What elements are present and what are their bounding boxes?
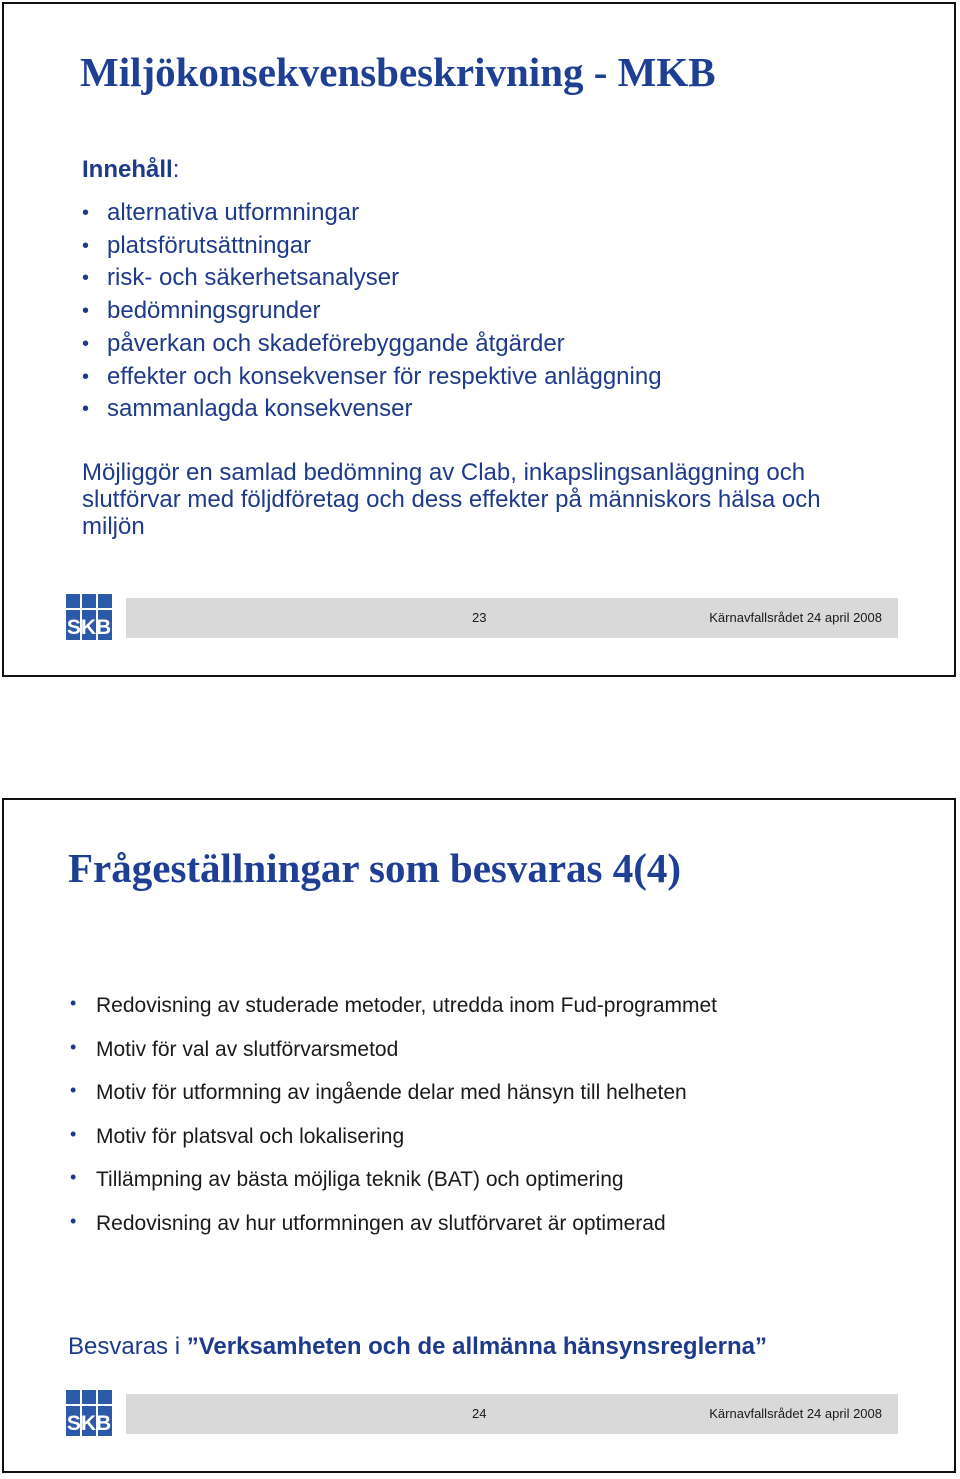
answer-prefix: Besvaras i <box>68 1333 187 1360</box>
list-item: • Redovisning av studerade metoder, utredda inom Fud-programmet <box>68 984 717 1028</box>
slide-title: Frågeställningar som besvaras 4(4) <box>68 845 682 891</box>
slide-24 <box>2 798 956 1473</box>
list-item: • alternativa utformningar <box>82 197 662 230</box>
slide-title: Miljökonsekvensbeskrivning - MKB <box>80 49 716 95</box>
answer-emphasis: Verksamheten och de allmänna hänsynsreglerna <box>198 1333 755 1360</box>
list-item: • Redovisning av hur utformningen av slutförvaret är optimerad <box>68 1202 717 1246</box>
skb-logo <box>66 594 114 640</box>
slide-footer <box>66 594 898 641</box>
svg-text:SKB: SKB <box>66 616 112 639</box>
list-item: • Motiv för val av slutförvarsmetod <box>68 1028 717 1072</box>
list-item: • påverkan och skadeförebyggande åtgärder <box>82 328 662 361</box>
list-item: • sammanlagda konsekvenser <box>82 393 662 426</box>
svg-text:SKB: SKB <box>66 1412 112 1435</box>
list-item: • Motiv för utformning av ingående delar med hänsyn till helheten <box>68 1071 717 1115</box>
list-item: • risk- och säkerhetsanalyser <box>82 262 662 295</box>
contents-list <box>82 197 662 426</box>
list-item: • effekter och konsekvenser för respektive anläggning <box>82 361 662 394</box>
slide-23 <box>2 2 956 677</box>
question-list <box>68 984 717 1246</box>
contents-heading <box>82 156 179 184</box>
list-item: • Motiv för platsval och lokalisering <box>68 1115 717 1159</box>
answer-close-quote: ” <box>754 1333 767 1360</box>
answer-line <box>68 1333 767 1361</box>
page-number: 23 <box>472 610 487 625</box>
footer-date: Kärnavfallsrådet 24 april 2008 <box>709 610 882 625</box>
list-item: • bedömningsgrunder <box>82 295 662 328</box>
slide-footer <box>66 1390 898 1437</box>
footer-date: Kärnavfallsrådet 24 april 2008 <box>709 1406 882 1421</box>
list-item: • Tillämpning av bästa möjliga teknik (BAT) och optimering <box>68 1158 717 1202</box>
contents-heading-label: Innehåll <box>82 156 173 183</box>
contents-heading-colon: : <box>172 156 180 183</box>
summary-paragraph: Möjliggör en samlad bedömning av Clab, inkapslingsanläggning och slutförvar med följdföretag och dess effekter på människors hälsa och miljön <box>82 459 821 540</box>
skb-logo <box>66 1390 114 1436</box>
page-number: 24 <box>472 1406 487 1421</box>
list-item: • platsförutsättningar <box>82 230 662 263</box>
answer-open-quote: ” <box>186 1333 199 1360</box>
